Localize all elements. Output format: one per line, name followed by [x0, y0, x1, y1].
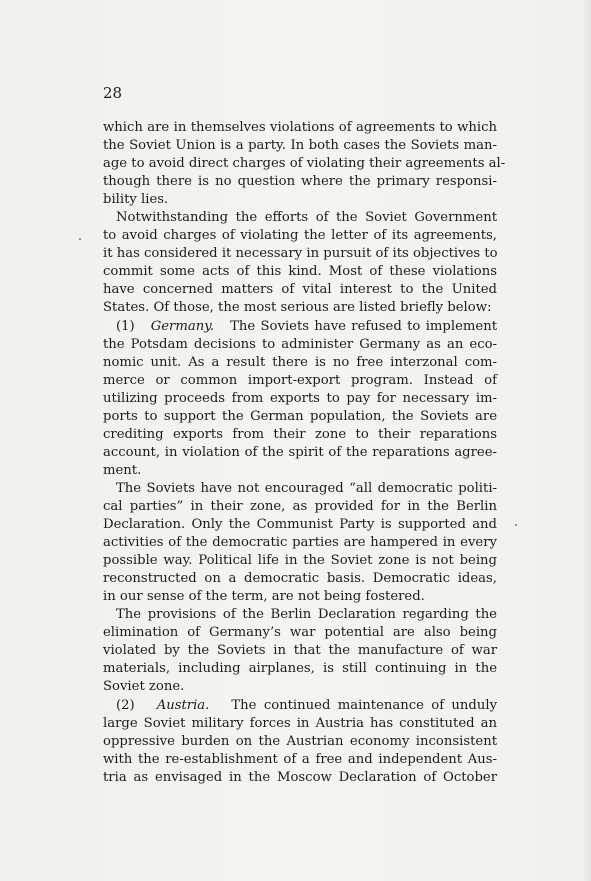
line-text: though there is no question where the primary responsi- [103, 174, 497, 190]
text-line [103, 660, 497, 678]
line-text: commit some acts of this kind. Most of these violations [103, 264, 497, 280]
text-line [103, 336, 497, 354]
text-line [103, 534, 497, 552]
text-line [103, 678, 497, 696]
line-text: merce or common import-export program. Instead of [103, 372, 497, 388]
line-text: States. Of those, the most serious are listed briefly below: [103, 300, 492, 316]
line-text: elimination of Germany’s war potential are also being [103, 625, 497, 641]
text-line [103, 390, 497, 408]
line-text: The Soviets have refused to implement [230, 318, 497, 334]
scan-speck [515, 524, 517, 526]
text-line [103, 697, 497, 715]
page-edge-shadow [583, 0, 591, 881]
line-text: ment. [103, 462, 142, 478]
line-text: nomic unit. As a result there is no free interzonal com- [103, 354, 497, 370]
text-line [103, 119, 497, 137]
line-text: The continued maintenance of unduly [231, 697, 498, 713]
line-text: Declaration. Only the Communist Party is supported and [103, 517, 497, 533]
text-line [103, 299, 497, 317]
text-line [103, 191, 497, 209]
line-text: with the re-establishment of a free and independent Aus- [103, 751, 497, 767]
line-text: materials, including airplanes, is still continuing in the [103, 661, 497, 677]
text-line [103, 498, 497, 516]
line-text: have concerned matters of vital interest to the United [103, 282, 497, 298]
line-text: utilizing proceeds from exports to pay for necessary im- [103, 390, 497, 406]
line-text: the Soviet Union is a party. In both cases the Soviets man- [103, 138, 497, 154]
text-line [103, 769, 497, 787]
page-number: 28 [103, 84, 123, 102]
line-text: activities of the democratic parties are hampered in every [103, 535, 497, 551]
line-text: ports to support the German population, the Soviets are [103, 408, 497, 424]
text-line [103, 462, 497, 480]
line-text: oppressive burden on the Austrian economy inconsistent [103, 733, 497, 749]
text-line [103, 588, 497, 606]
text-line [103, 444, 497, 462]
text-line [103, 733, 497, 751]
line-text: tria as envisaged in the Moscow Declaration of October [103, 769, 497, 785]
line-text: it has considered it necessary in pursuit of its objectives to [103, 246, 498, 262]
text-line [103, 642, 497, 660]
line-text: to avoid charges of violating the letter of its agreements, [103, 228, 497, 244]
text-line [103, 263, 497, 281]
text-line [103, 137, 497, 155]
text-line [103, 209, 497, 227]
text-line [103, 715, 497, 733]
scan-speck [79, 238, 81, 240]
line-text: Soviet zone. [103, 679, 185, 695]
line-text: possible way. Political life in the Soviet zone is not being [103, 553, 497, 569]
text-line [103, 751, 497, 769]
line-text: reconstructed on a democratic basis. Democratic ideas, [103, 571, 497, 587]
body-text [103, 119, 506, 787]
section-heading: Germany. [150, 318, 215, 334]
line-text: cal parties” in their zone, as provided for in the Berlin [103, 498, 497, 514]
item-number: (1) [116, 318, 135, 334]
line-text: which are in themselves violations of agreements to which [103, 120, 497, 135]
line-text: The Soviets have not encouraged “all democratic politi- [116, 480, 497, 496]
text-line [103, 227, 497, 245]
text-line [103, 372, 497, 390]
text-line [103, 552, 497, 570]
text-line [103, 155, 506, 173]
line-text: the Potsdam decisions to administer Germany as an eco- [103, 336, 497, 352]
text-line [103, 606, 497, 624]
item-number: (2) [116, 697, 135, 713]
text-line [103, 354, 497, 372]
line-text: account, in violation of the spirit of the reparations agree- [103, 444, 497, 460]
text-line [103, 570, 497, 588]
line-text: age to avoid direct charges of violating their agreements al- [103, 156, 506, 172]
line-text: violated by the Soviets in that the manufacture of war [103, 643, 497, 659]
line-text: Notwithstanding the efforts of the Soviet Government [116, 210, 497, 226]
section-heading: Austria. [156, 697, 210, 713]
line-text: bility lies. [103, 192, 169, 208]
text-line [103, 426, 497, 444]
text-line [103, 318, 497, 336]
text-line [103, 408, 497, 426]
text-line [103, 245, 497, 263]
text-line [103, 624, 497, 642]
text-line [103, 281, 497, 299]
line-text: crediting exports from their zone to their reparations [103, 426, 497, 442]
text-line [103, 516, 497, 534]
line-text: large Soviet military forces in Austria has constituted an [103, 715, 497, 731]
line-text: in our sense of the term, are not being fostered. [103, 589, 425, 605]
text-line [103, 173, 497, 191]
line-text: The provisions of the Berlin Declaration regarding the [116, 607, 497, 623]
text-line [103, 480, 497, 498]
